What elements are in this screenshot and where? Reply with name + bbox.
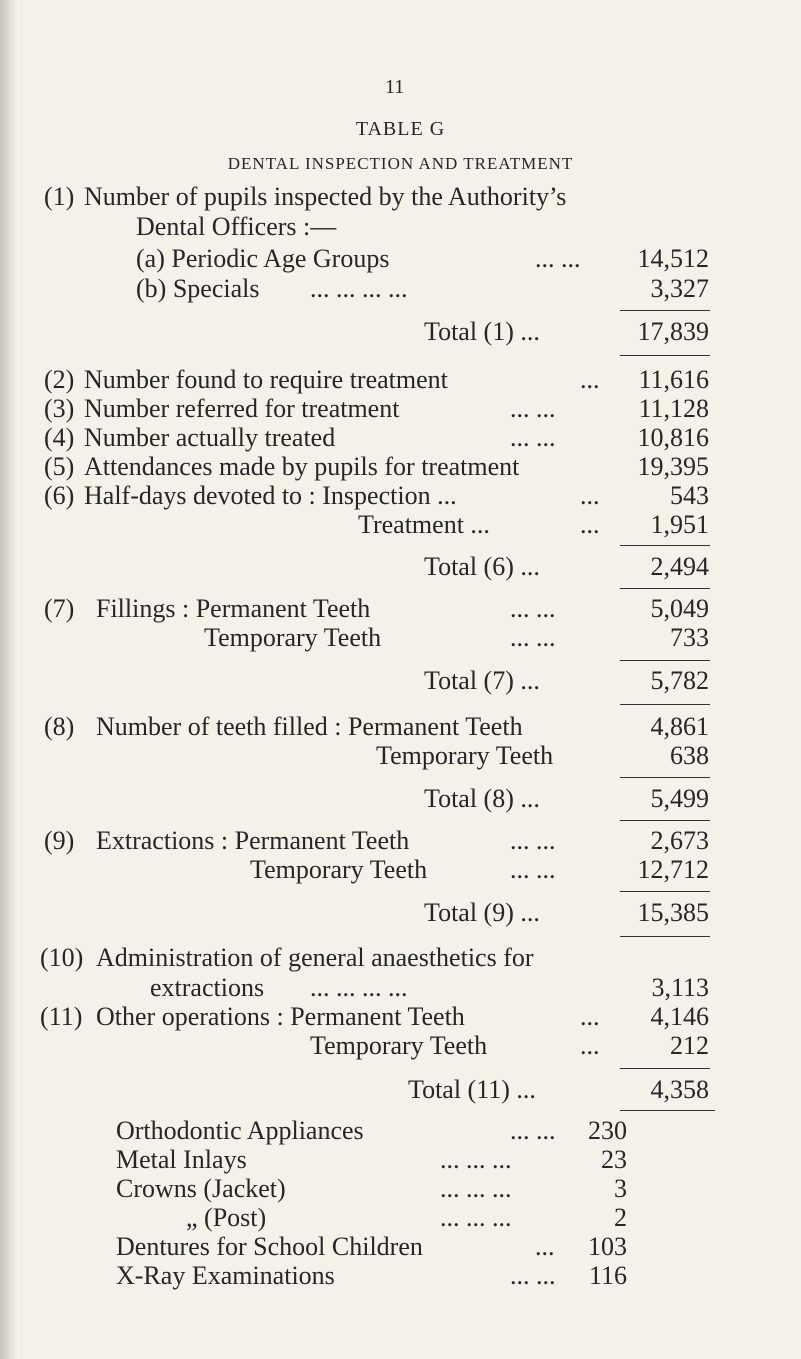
row-6-number: (6) <box>44 481 75 510</box>
row-1b-dots: ... ... ... ... <box>310 274 408 303</box>
row-3-number: (3) <box>44 394 75 423</box>
row-1b-label: (b) Specials <box>136 274 260 303</box>
row-9-dots: ... ... <box>510 826 556 855</box>
row-1a-dots: ... ... <box>535 244 581 273</box>
total-8-value: 5,499 <box>650 784 709 813</box>
total-11-value: 4,358 <box>650 1075 709 1104</box>
row-11-value: 4,146 <box>650 1002 709 1031</box>
extra-orthodontic-label: Orthodontic Appliances <box>116 1116 364 1145</box>
row-1-text: Number of pupils inspected by the Authority’s <box>84 182 567 211</box>
row-2-dots: ... <box>580 365 600 394</box>
total-7-label: Total (7) ... <box>424 666 540 695</box>
row-9-text: Extractions : Permanent Teeth <box>96 826 410 855</box>
row-7b-value: 733 <box>670 623 709 652</box>
rule-after-total-6 <box>620 588 710 589</box>
rule-after-total-1 <box>620 355 710 356</box>
extra-xray-dots: ... ... <box>510 1261 556 1290</box>
row-3-dots: ... ... <box>510 394 556 423</box>
row-6-text: Half-days devoted to : Inspection ... <box>84 481 457 510</box>
extra-crowns-jacket-dots: ... ... ... <box>440 1174 512 1203</box>
extra-dentures-label: Dentures for School Children <box>116 1232 423 1261</box>
extra-metal-inlays-dots: ... ... ... <box>440 1145 512 1174</box>
row-5-text: Attendances made by pupils for treatment <box>84 452 520 481</box>
row-8b-text: Temporary Teeth <box>376 741 554 770</box>
extra-orthodontic-dots: ... ... <box>510 1116 556 1145</box>
extra-crowns-post-value: 2 <box>614 1203 627 1232</box>
row-7-text: Fillings : Permanent Teeth <box>96 594 371 623</box>
total-1-value: 17,839 <box>637 317 709 346</box>
row-8-text: Number of teeth filled : Permanent Teeth <box>96 712 523 741</box>
row-9-number: (9) <box>44 826 75 855</box>
total-9-value: 15,385 <box>637 898 709 927</box>
extra-dentures-dots: ... <box>535 1232 555 1261</box>
rule-before-total-9 <box>620 891 710 892</box>
page-edge-shadow <box>0 0 18 1359</box>
row-1b-value: 3,327 <box>650 274 709 303</box>
total-7-value: 5,782 <box>650 666 709 695</box>
row-4-number: (4) <box>44 423 75 452</box>
rule-after-total-11 <box>620 1110 715 1111</box>
row-9-value: 2,673 <box>650 826 709 855</box>
row-6-value: 543 <box>670 481 709 510</box>
extra-crowns-post-dots: ... ... ... <box>440 1203 512 1232</box>
page-number: 11 <box>385 76 405 98</box>
extra-orthodontic-value: 230 <box>588 1116 627 1145</box>
rule-after-total-9 <box>620 936 710 937</box>
row-9b-dots: ... ... <box>510 855 556 884</box>
row-3-text: Number referred for treatment <box>84 394 400 423</box>
rule-before-total-8 <box>620 777 710 778</box>
row-11-dots: ... <box>580 1002 600 1031</box>
table-subtitle: DENTAL INSPECTION AND TREATMENT <box>227 154 574 173</box>
row-8b-value: 638 <box>670 741 709 770</box>
rule-before-total-11 <box>620 1068 710 1069</box>
extra-xray-value: 116 <box>588 1261 627 1290</box>
row-2-text: Number found to require treatment <box>84 365 448 394</box>
row-10-text-cont: extractions <box>150 973 265 1002</box>
row-6b-text: Treatment ... <box>358 510 490 539</box>
extra-dentures-value: 103 <box>588 1232 627 1261</box>
row-10-number: (10) <box>40 943 84 972</box>
rule-before-total-1 <box>620 310 710 311</box>
row-8-value: 4,861 <box>650 712 709 741</box>
row-3-value: 11,128 <box>638 394 709 423</box>
table-title: TABLE G <box>355 118 446 140</box>
rule-before-total-7 <box>620 660 710 661</box>
total-8-label: Total (8) ... <box>424 784 540 813</box>
extra-crowns-post-label: „ (Post) <box>186 1203 267 1232</box>
row-10-value: 3,113 <box>651 973 709 1002</box>
row-11b-value: 212 <box>670 1031 709 1060</box>
row-7-value: 5,049 <box>650 594 709 623</box>
row-2-number: (2) <box>44 365 75 394</box>
total-11-label: Total (11) ... <box>408 1075 536 1104</box>
row-4-dots: ... ... <box>510 423 556 452</box>
row-1a-value: 14,512 <box>637 244 709 273</box>
row-4-value: 10,816 <box>637 423 709 452</box>
total-1-label: Total (1) ... <box>424 317 540 346</box>
row-8-number: (8) <box>44 712 75 741</box>
row-2-value: 11,616 <box>638 365 709 394</box>
row-4-text: Number actually treated <box>84 423 336 452</box>
row-11-text: Other operations : Permanent Teeth <box>96 1002 465 1031</box>
row-7-number: (7) <box>44 594 75 623</box>
extra-metal-inlays-value: 23 <box>601 1145 627 1174</box>
extra-crowns-jacket-value: 3 <box>614 1174 627 1203</box>
row-1a-label: (a) Periodic Age Groups <box>136 244 390 273</box>
row-6b-value: 1,951 <box>650 510 709 539</box>
extra-metal-inlays-label: Metal Inlays <box>116 1145 247 1174</box>
row-6b-dots: ... <box>580 510 600 539</box>
row-11b-text: Temporary Teeth <box>310 1031 488 1060</box>
row-11b-dots: ... <box>580 1031 600 1060</box>
extra-xray-label: X-Ray Examinations <box>116 1261 335 1290</box>
row-7b-dots: ... ... <box>510 623 556 652</box>
extra-crowns-jacket-label: Crowns (Jacket) <box>116 1174 286 1203</box>
row-5-value: 19,395 <box>637 452 709 481</box>
row-7-dots: ... ... <box>510 594 556 623</box>
rule-before-total-6 <box>620 545 710 546</box>
row-11-number: (11) <box>40 1002 83 1031</box>
rule-after-total-7 <box>620 704 710 705</box>
row-9b-text: Temporary Teeth <box>250 855 428 884</box>
total-6-label: Total (6) ... <box>424 552 540 581</box>
total-6-value: 2,494 <box>650 552 709 581</box>
row-6-dots: ... <box>580 481 600 510</box>
row-1-text-cont: Dental Officers :— <box>136 212 337 241</box>
row-1-number: (1) <box>44 182 75 211</box>
row-9b-value: 12,712 <box>637 855 709 884</box>
row-10-text: Administration of general anaesthetics for <box>96 943 534 972</box>
row-5-number: (5) <box>44 452 75 481</box>
row-10-dots: ... ... ... ... <box>310 973 408 1002</box>
row-7b-text: Temporary Teeth <box>204 623 382 652</box>
total-9-label: Total (9) ... <box>424 898 540 927</box>
rule-after-total-8 <box>620 820 710 821</box>
